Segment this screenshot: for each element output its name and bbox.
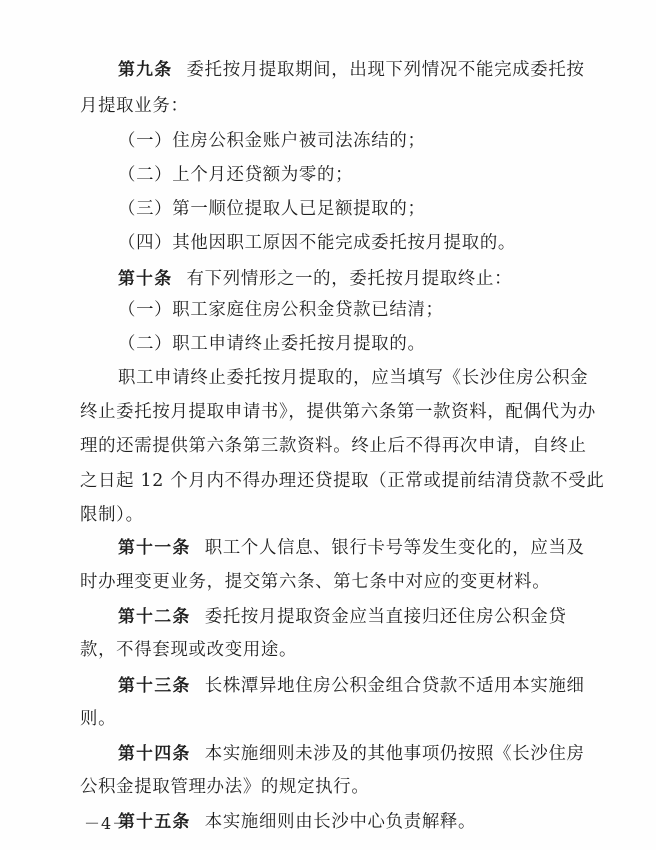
- article-13-heading: 第十三条: [118, 675, 191, 695]
- article-10-text: 有下列情形之一的，委托按月提取终止：: [186, 269, 513, 289]
- article-15-text: 本实施细则由长沙中心负责解释。: [204, 812, 477, 832]
- article-11-text: 职工个人信息、银行卡号等发生变化的，应当及: [204, 538, 585, 558]
- article-15-line-1: [118, 809, 638, 834]
- article-13-line-1: [118, 673, 638, 698]
- article-10-para-line-2: 终止委托按月提取申请书》，提供第六条第一款资料，配偶代为办: [80, 402, 596, 422]
- article-13-text: 长株潭异地住房公积金组合贷款不适用本实施细: [204, 676, 585, 696]
- article-10-para-line-4: 之日起 12 个月内不得办理还贷提取（正常或提前结清贷款不受此: [80, 471, 605, 491]
- article-9-heading: 第九条: [118, 59, 173, 79]
- article-9-item-2: （二）上个月还贷额为零的；: [118, 165, 354, 185]
- article-9-item-3: （三）第一顺位提取人已足额提取的；: [118, 199, 426, 219]
- article-10-para-line-3: 理的还需提供第六条第三款资料。终止后不得再次申请，自终止: [80, 436, 587, 456]
- article-13-line-2: 则。: [80, 709, 117, 729]
- article-9-text: 委托按月提取期间，出现下列情况不能完成委托按: [186, 60, 585, 80]
- page-number: －4－: [84, 814, 130, 833]
- article-15-heading: 第十五条: [118, 811, 191, 831]
- article-10-para-line-5: 限制）。: [80, 505, 144, 525]
- article-9-line-1: [118, 57, 638, 82]
- article-11-line-1: [118, 535, 638, 560]
- article-14-text: 本实施细则未涉及的其他事项仍按照《长沙住房: [204, 744, 585, 764]
- article-14-line-1: [118, 741, 638, 766]
- article-10-para-line-1: 职工申请终止委托按月提取的，应当填写《长沙住房公积金: [118, 368, 589, 388]
- article-10-item-1: （一）职工家庭住房公积金贷款已结清；: [118, 300, 444, 320]
- article-11-line-2: 时办理变更业务，提交第六条、第七条中对应的变更材料。: [80, 572, 551, 592]
- article-9-line-2: 月提取业务：: [80, 96, 189, 116]
- article-12-line-1: [118, 604, 638, 629]
- article-9-item-4: （四）其他因职工原因不能完成委托按月提取的。: [118, 233, 516, 253]
- article-14-heading: 第十四条: [118, 743, 191, 763]
- article-10-heading: 第十条: [118, 268, 173, 288]
- article-12-heading: 第十二条: [118, 606, 191, 626]
- article-11-heading: 第十一条: [118, 537, 191, 557]
- article-12-text: 委托按月提取资金应当直接归还住房公积金贷: [204, 607, 567, 627]
- article-9-item-1: （一）住房公积金账户被司法冻结的；: [118, 131, 426, 151]
- article-10-line-1: [118, 266, 638, 291]
- article-14-line-2: 公积金提取管理办法》的规定执行。: [80, 777, 370, 797]
- article-12-line-2: 款，不得套现或改变用途。: [80, 640, 298, 660]
- article-10-item-2: （二）职工申请终止委托按月提取的。: [118, 334, 426, 354]
